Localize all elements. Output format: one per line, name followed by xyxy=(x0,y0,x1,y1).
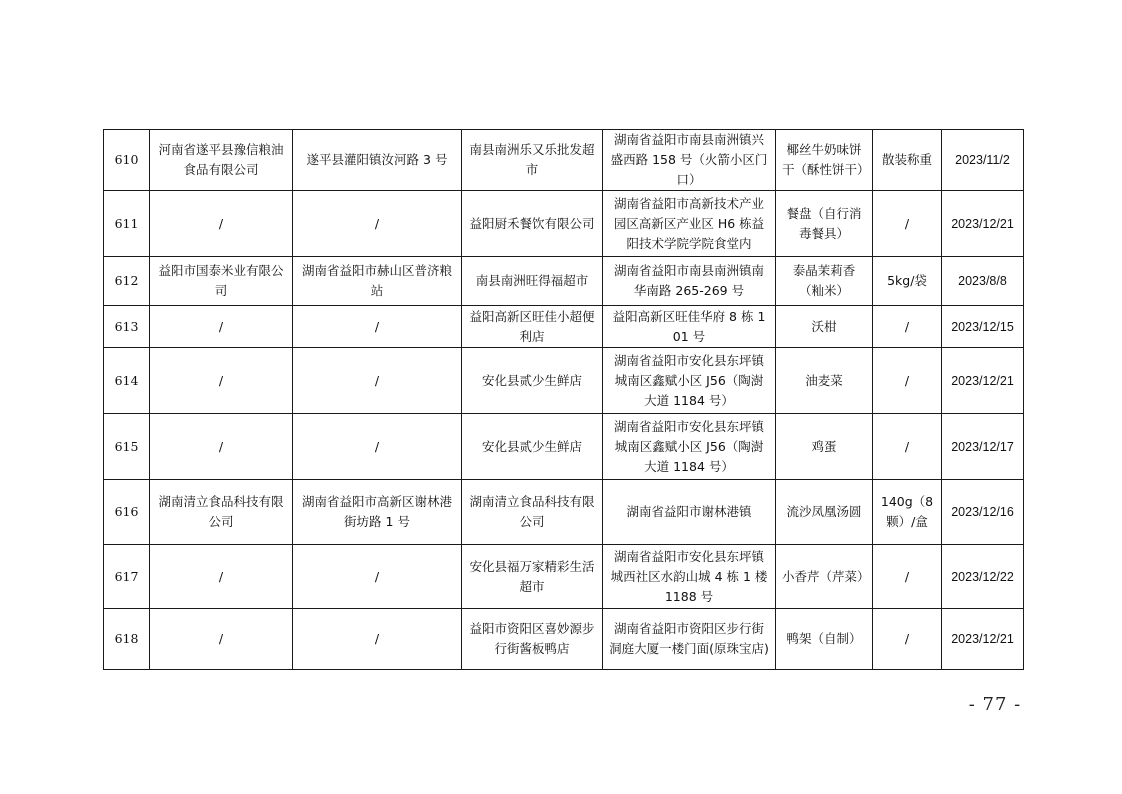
production-date: 2023/12/15 xyxy=(942,306,1024,348)
seller-name: 益阳市资阳区喜妙源步行街酱板鸭店 xyxy=(462,609,603,670)
seller-name: 南县南洲乐又乐批发超市 xyxy=(462,130,603,191)
product-spec: / xyxy=(873,609,942,670)
seller-address: 益阳高新区旺佳华府 8 栋 101 号 xyxy=(603,306,776,348)
table-row xyxy=(104,348,1024,414)
seller-address: 湖南省益阳市南县南洲镇兴盛西路 158 号（火箭小区门口） xyxy=(603,130,776,191)
producer-address: / xyxy=(293,348,462,414)
table-row xyxy=(104,191,1024,257)
table-row xyxy=(104,545,1024,609)
producer-address: / xyxy=(293,191,462,257)
product-name: 流沙凤凰汤圆 xyxy=(776,480,873,545)
seller-name: 益阳厨禾餐饮有限公司 xyxy=(462,191,603,257)
seller-name: 安化县贰少生鲜店 xyxy=(462,414,603,480)
seller-address: 湖南省益阳市安化县东坪镇城南区鑫赋小区 J56（陶澍大道 1184 号） xyxy=(603,414,776,480)
production-date: 2023/12/22 xyxy=(942,545,1024,609)
inspection-records-table xyxy=(103,129,1024,670)
producer-name: / xyxy=(150,306,293,348)
producer-address: / xyxy=(293,306,462,348)
producer-address: 湖南省益阳市赫山区普济粮站 xyxy=(293,257,462,306)
product-name: 鸭架（自制） xyxy=(776,609,873,670)
production-date: 2023/12/21 xyxy=(942,609,1024,670)
product-spec: / xyxy=(873,545,942,609)
producer-name: / xyxy=(150,609,293,670)
producer-name: / xyxy=(150,545,293,609)
production-date: 2023/12/17 xyxy=(942,414,1024,480)
product-name: 餐盘（自行消毒餐具） xyxy=(776,191,873,257)
row-number: 615 xyxy=(104,414,150,480)
producer-name: 湖南清立食品科技有限公司 xyxy=(150,480,293,545)
producer-address: / xyxy=(293,609,462,670)
seller-address: 湖南省益阳市安化县东坪镇城南区鑫赋小区 J56（陶澍大道 1184 号） xyxy=(603,348,776,414)
production-date: 2023/12/21 xyxy=(942,191,1024,257)
product-name: 泰晶茉莉香（籼米） xyxy=(776,257,873,306)
product-spec: 散装称重 xyxy=(873,130,942,191)
product-name: 椰丝牛奶味饼干（酥性饼干） xyxy=(776,130,873,191)
seller-address: 湖南省益阳市安化县东坪镇城西社区水韵山城 4 栋 1 楼 1188 号 xyxy=(603,545,776,609)
product-spec: 5kg/袋 xyxy=(873,257,942,306)
product-spec: / xyxy=(873,306,942,348)
seller-name: 安化县福万家精彩生活超市 xyxy=(462,545,603,609)
table-row xyxy=(104,130,1024,191)
seller-address: 湖南省益阳市资阳区步行街洞庭大厦一楼门面(原珠宝店) xyxy=(603,609,776,670)
producer-address: / xyxy=(293,545,462,609)
production-date: 2023/12/21 xyxy=(942,348,1024,414)
product-spec: 140g（8 颗）/盒 xyxy=(873,480,942,545)
row-number: 614 xyxy=(104,348,150,414)
seller-address: 湖南省益阳市谢林港镇 xyxy=(603,480,776,545)
seller-name: 益阳高新区旺佳小超便利店 xyxy=(462,306,603,348)
product-name: 油麦菜 xyxy=(776,348,873,414)
product-spec: / xyxy=(873,191,942,257)
table-row xyxy=(104,609,1024,670)
producer-name: / xyxy=(150,191,293,257)
seller-address: 湖南省益阳市南县南洲镇南华南路 265-269 号 xyxy=(603,257,776,306)
row-number: 610 xyxy=(104,130,150,191)
producer-name: / xyxy=(150,348,293,414)
row-number: 612 xyxy=(104,257,150,306)
seller-name: 湖南清立食品科技有限公司 xyxy=(462,480,603,545)
producer-name: 益阳市国泰米业有限公司 xyxy=(150,257,293,306)
production-date: 2023/8/8 xyxy=(942,257,1024,306)
producer-name: 河南省遂平县豫信粮油食品有限公司 xyxy=(150,130,293,191)
seller-name: 安化县贰少生鲜店 xyxy=(462,348,603,414)
producer-name: / xyxy=(150,414,293,480)
seller-address: 湖南省益阳市高新技术产业园区高新区产业区 H6 栋益阳技术学院学院食堂内 xyxy=(603,191,776,257)
product-name: 鸡蛋 xyxy=(776,414,873,480)
row-number: 616 xyxy=(104,480,150,545)
row-number: 617 xyxy=(104,545,150,609)
product-name: 小香芹（芹菜） xyxy=(776,545,873,609)
product-spec: / xyxy=(873,348,942,414)
row-number: 613 xyxy=(104,306,150,348)
row-number: 618 xyxy=(104,609,150,670)
producer-address: 湖南省益阳市高新区谢林港街坊路 1 号 xyxy=(293,480,462,545)
table-row xyxy=(104,306,1024,348)
product-name: 沃柑 xyxy=(776,306,873,348)
product-spec: / xyxy=(873,414,942,480)
seller-name: 南县南洲旺得福超市 xyxy=(462,257,603,306)
table-row xyxy=(104,257,1024,306)
production-date: 2023/11/2 xyxy=(942,130,1024,191)
table-row xyxy=(104,480,1024,545)
row-number: 611 xyxy=(104,191,150,257)
producer-address: / xyxy=(293,414,462,480)
production-date: 2023/12/16 xyxy=(942,480,1024,545)
page-number: - 77 - xyxy=(968,694,1022,715)
producer-address: 遂平县灌阳镇汝河路 3 号 xyxy=(293,130,462,191)
table-row xyxy=(104,414,1024,480)
